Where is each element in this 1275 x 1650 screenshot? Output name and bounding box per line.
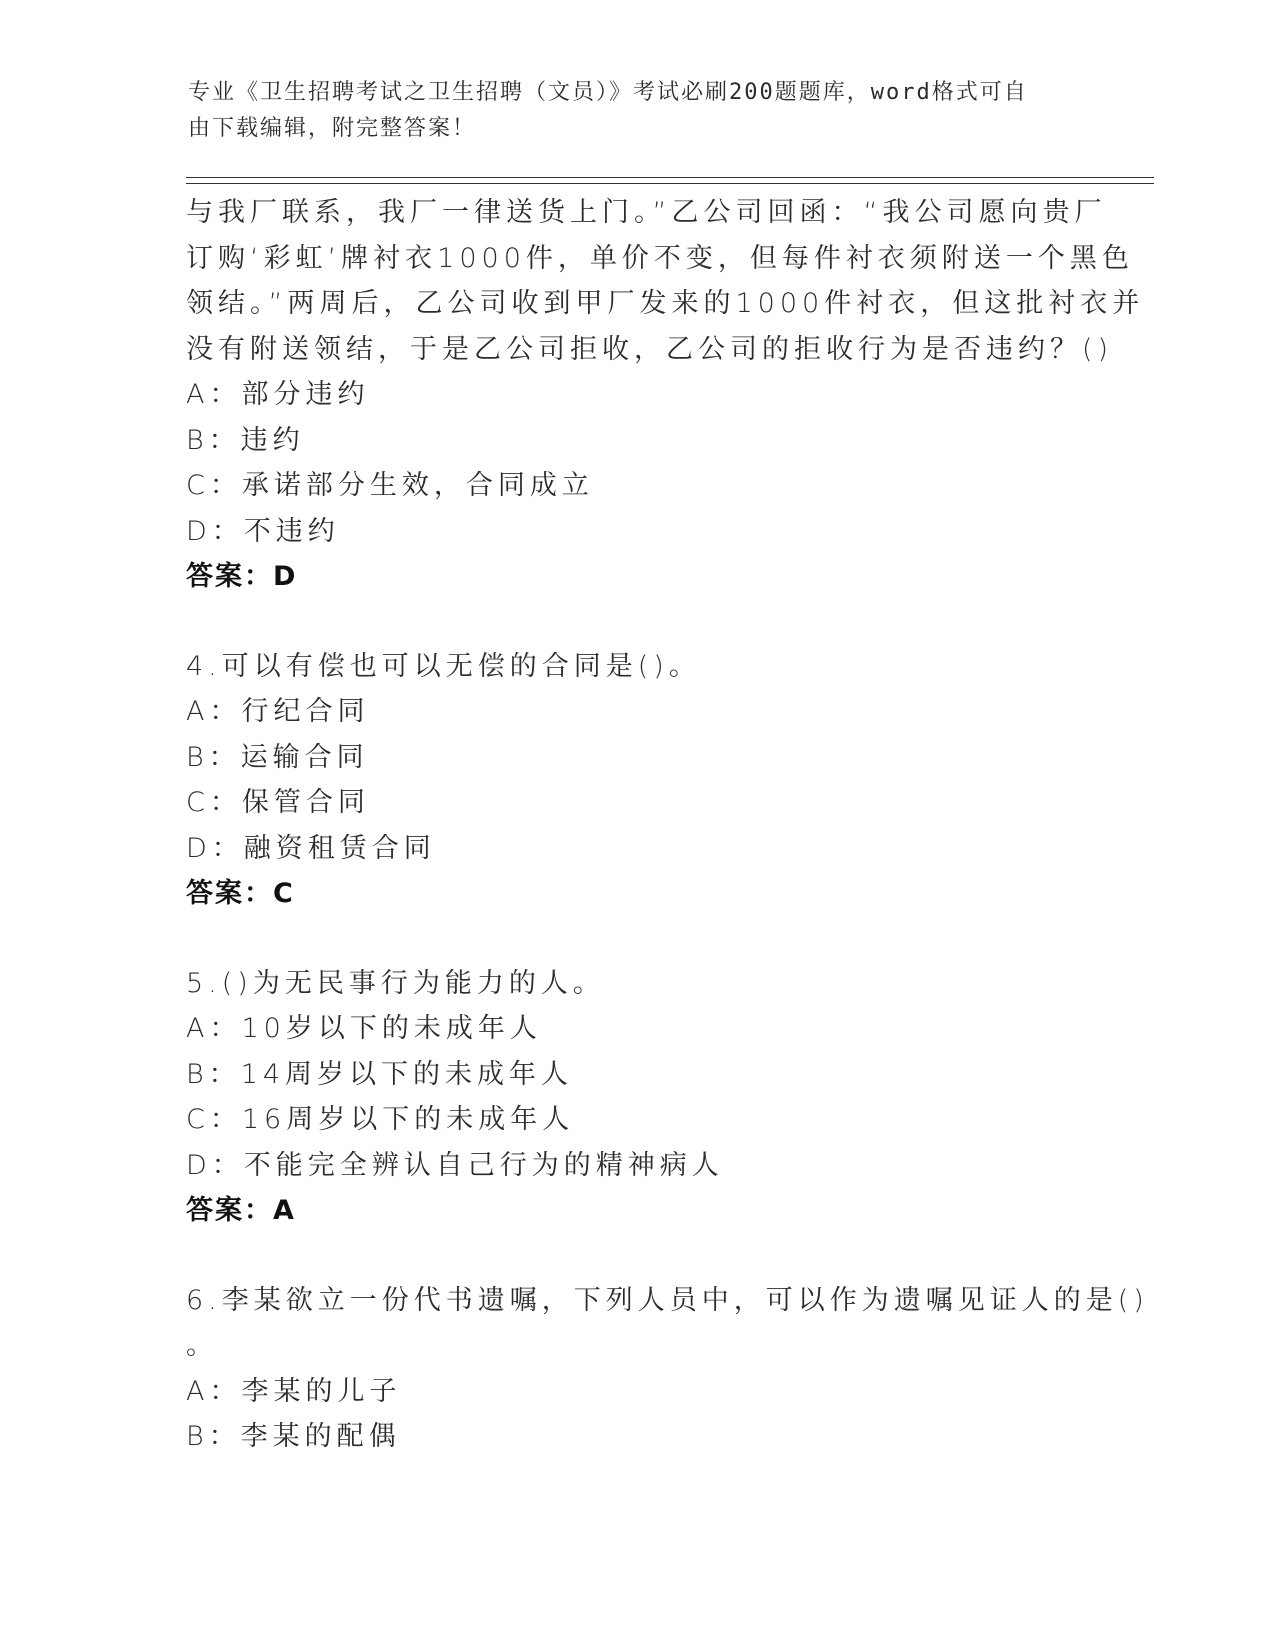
question-4-answer: 答案：C [186,878,295,909]
question-6-block [186,1278,1149,1460]
question-3-option-a: A：部分违约 [186,379,370,410]
question-5-answer: 答案：A [186,1195,296,1226]
header-divider-bottom [186,183,1154,184]
question-3-stem-line-1: 与我厂联系，我厂一律送货上门。”乙公司回函：“我公司愿向贵厂 [186,197,1107,228]
question-3-option-d: D：不违约 [186,515,340,547]
header-line-2: 由下载编辑，附完整答案！ [188,116,477,141]
question-6-option-a: A：李某的儿子 [186,1375,402,1407]
question-3-stem-line-4: 没有附送领结，于是乙公司拒收，乙公司的拒收行为是否违约？() [186,333,1114,365]
question-4-option-c: C：保管合同 [186,787,370,818]
question-5-option-a: A：10岁以下的未成年人 [186,1013,542,1044]
spacer [186,600,1086,644]
question-6-stem: 6.李某欲立一份代书遗嘱，下列人员中，可以作为遗嘱见证人的是() [186,1284,1149,1316]
question-4-block [186,644,1086,917]
question-4-option-d: D：融资租赁合同 [186,832,436,864]
header-line-1: 专业《卫生招聘考试之卫生招聘（文员）》考试必刷200题题库，word格式可自 [188,80,1028,105]
question-5-option-b: B：14周岁以下的未成年人 [186,1058,574,1090]
question-4-stem: 4.可以有偿也可以无偿的合同是()。 [186,650,701,682]
question-3-block [186,190,1145,600]
question-4-option-a: A：行纪合同 [186,696,370,727]
question-3-option-c: C：承诺部分生效，合同成立 [186,470,594,501]
question-5-block [186,961,1086,1234]
question-4-option-b: B：运输合同 [186,741,369,773]
question-5-option-d: D：不能完全辨认自己行为的精神病人 [186,1149,724,1181]
question-5-option-c: C：16周岁以下的未成年人 [186,1104,575,1135]
header-divider-top [186,177,1154,178]
question-5-stem: 5.()为无民事行为能力的人。 [186,967,605,999]
spacer [186,1234,1086,1278]
spacer [186,917,1086,961]
document-header [188,75,1068,147]
question-6-option-b: B：李某的配偶 [186,1421,401,1452]
question-6-stem-tail: 。 [186,1330,218,1361]
question-3-stem-line-3: 领结。”两周后，乙公司收到甲厂发来的1000件衬衣，但这批衬衣并 [186,288,1145,319]
question-3-answer: 答案：D [186,561,298,592]
question-3-stem-line-2: 订购‘彩虹’牌衬衣1000件，单价不变，但每件衬衣须附送一个黑色 [186,242,1134,274]
question-content [186,190,1149,1460]
question-3-option-b: B：违约 [186,424,305,456]
